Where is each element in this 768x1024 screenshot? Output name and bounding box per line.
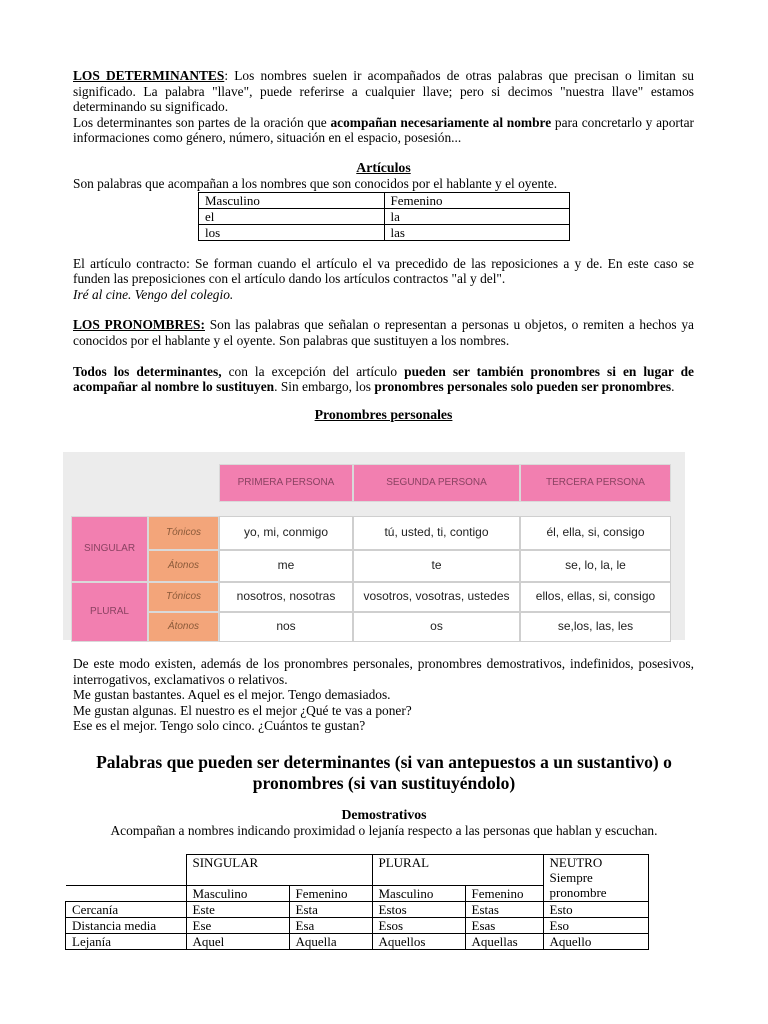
row-header-plural: PLURAL: [71, 582, 148, 642]
palabras-title-line-1: Palabras que pueden ser determinantes (si van antepuestos a un sustantivo) o: [96, 752, 672, 772]
demostrativos-title: Demostrativos: [341, 807, 427, 822]
table-row: [199, 208, 570, 224]
otros-paragraph: De este modo existen, además de los pronombres personales, pronombres demostrativos, indefinidos, posesivos, interrogativos, exclamativos o relativos.: [73, 656, 694, 687]
table-cell: Aquel: [186, 934, 289, 950]
table-header-singular: SINGULAR: [186, 855, 372, 886]
table-cell: Aquello: [543, 934, 648, 950]
table-row: [66, 902, 649, 918]
table-cell: se, lo, la, le: [520, 550, 671, 582]
table-header: Masculino: [199, 192, 385, 208]
table-cell: los: [199, 224, 385, 240]
table-cell: se,los, las, les: [520, 612, 671, 642]
table-header: Femenino: [465, 886, 543, 902]
table-cell: la: [384, 208, 570, 224]
pronombres-personales-table: [63, 452, 685, 640]
table-cell: Estas: [465, 902, 543, 918]
table-cell: el: [199, 208, 385, 224]
table-cell: Lejanía: [66, 934, 187, 950]
palabras-title-line-2: pronombres (si van sustituyéndolo): [252, 773, 516, 793]
table-cell: Esta: [289, 902, 372, 918]
otros-example-1: Me gustan bastantes. Aquel es el mejor. Tengo demasiados.: [73, 687, 391, 703]
table-header: Masculino: [372, 886, 465, 902]
articulos-description: Son palabras que acompañan a los nombres que son conocidos por el hablante y el oyente.: [73, 175, 558, 191]
otros-example-3: Ese es el mejor. Tengo solo cinco. ¿Cuántos te gustan?: [73, 718, 366, 734]
demostrativos-description: Acompañan a nombres indicando proximidad o lejanía respecto a las personas que hablan y escuchan.: [110, 823, 658, 838]
demostrativos-table: [65, 854, 649, 950]
subheader-tonicos: Tónicos: [148, 516, 219, 550]
row-header-singular: SINGULAR: [71, 516, 148, 582]
table-cell: Esas: [465, 918, 543, 934]
table-cell: Esa: [289, 918, 372, 934]
col-header-segunda: SEGUNDA PERSONA: [353, 464, 520, 502]
table-cell: nos: [219, 612, 353, 642]
otros-example-2: Me gustan algunas. El nuestro es el mejor ¿Qué te vas a poner?: [73, 702, 412, 718]
table-cell: tú, usted, ti, contigo: [353, 516, 520, 550]
articulos-table: [198, 192, 570, 241]
articulos-title: Artículos: [356, 159, 411, 175]
col-header-primera: PRIMERA PERSONA: [219, 464, 353, 502]
determinantes-intro: LOS DETERMINANTES: Los nombres suelen ir acompañados de otras palabras que precisan o limitan su significado. La palabra "llave", puede referirse a cualquier llave; pero si decimos "nuestra llave" estamos determinando su significado.: [73, 68, 694, 115]
table-cell: ellos, ellas, si, consigo: [520, 582, 671, 612]
palabras-title-block: [60, 752, 708, 794]
table-cell: vosotros, vosotras, ustedes: [353, 582, 520, 612]
table-cell: Cercanía: [66, 902, 187, 918]
table-cell: Distancia media: [66, 918, 187, 934]
table-cell: yo, mi, conmigo: [219, 516, 353, 550]
pronombres-heading: LOS PRONOMBRES:: [73, 317, 205, 333]
table-cell: te: [353, 550, 520, 582]
table-cell: Aquellas: [465, 934, 543, 950]
table-cell: Ese: [186, 918, 289, 934]
table-cell: Esto: [543, 902, 648, 918]
table-cell: las: [384, 224, 570, 240]
table-row: [66, 934, 649, 950]
table-row: [199, 224, 570, 240]
col-header-tercera: TERCERA PERSONA: [520, 464, 671, 502]
table-cell: Aquellos: [372, 934, 465, 950]
table-cell: os: [353, 612, 520, 642]
otros-pronombres-section: [73, 656, 694, 734]
demostrativos-header: [60, 807, 708, 839]
table-cell: Eso: [543, 918, 648, 934]
articulo-contracto: El artículo contracto: Se forman cuando el artículo el va precedido de las reposiciones a y de. En este caso se funden las preposiciones con el artículo dando los artículos contractos "al y del".: [73, 255, 694, 287]
table-cell: nosotros, nosotras: [219, 582, 353, 612]
pronombres-todos: Todos los determinantes, con la excepción del artículo pueden ser también pronombres si en lugar de acompañar al nombre lo sustituyen. Sin embargo, los pronombres personales solo pueden ser pronombres.: [73, 363, 694, 395]
table-header-neutro: NEUTRO Siempre pronombre: [543, 855, 648, 902]
table-row: [66, 918, 649, 934]
subheader-atonos: Átonos: [148, 550, 219, 582]
table-cell: me: [219, 550, 353, 582]
table-header-plural: PLURAL: [372, 855, 543, 886]
subheader-tonicos: Tónicos: [148, 582, 219, 612]
determinantes-definition: Los determinantes son partes de la oración que acompañan necesariamente al nombre para concretarlo y aportar informaciones como género, número, situación en el espacio, posesión...: [73, 114, 695, 146]
articulo-ejemplo: Iré al cine. Vengo del colegio.: [73, 286, 234, 302]
personales-title: Pronombres personales: [314, 406, 453, 422]
table-header: Femenino: [289, 886, 372, 902]
table-cell: Este: [186, 902, 289, 918]
subheader-atonos: Átonos: [148, 612, 219, 642]
pronombres-intro: LOS PRONOMBRES: Son las palabras que señalan o representan a personas u objetos, o remiten a hechos ya conocidos por el hablante y el oyente. Son palabras que sustituyen a los nombres.: [73, 317, 694, 348]
table-header: Femenino: [384, 192, 570, 208]
document-body: [73, 68, 694, 423]
table-cell: él, ella, si, consigo: [520, 516, 671, 550]
table-row: [66, 855, 649, 886]
table-cell: Aquella: [289, 934, 372, 950]
table-header: Masculino: [186, 886, 289, 902]
table-cell: Estos: [372, 902, 465, 918]
determinantes-heading: LOS DETERMINANTES: [73, 68, 225, 83]
table-row: [199, 192, 570, 208]
table-cell: Esos: [372, 918, 465, 934]
